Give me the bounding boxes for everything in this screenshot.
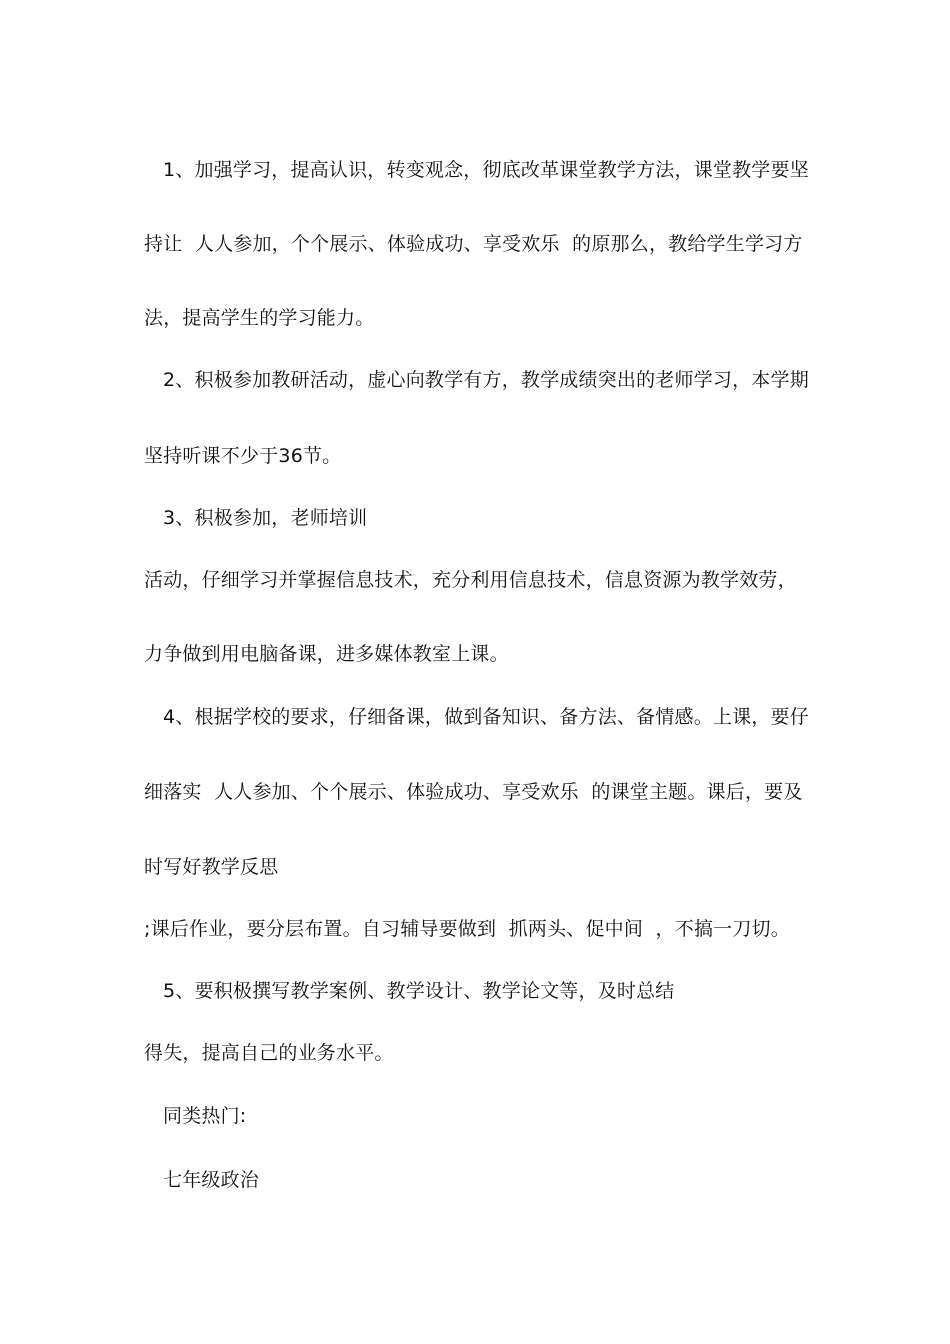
paragraph-line: 时写好教学反思 — [144, 856, 279, 878]
paragraph-line: 1、加强学习，提高认识，转变观念，彻底改革课堂教学方法，课堂教学要坚 — [163, 159, 809, 181]
paragraph-line: 4、根据学校的要求，仔细备课，做到备知识、备方法、备情感。上课，要仔 — [163, 706, 809, 728]
paragraph-line: 力争做到用电脑备课，进多媒体教室上课。 — [144, 643, 509, 665]
paragraph-line: 2、积极参加教研活动，虚心向教学有方，教学成绩突出的老师学习，本学期 — [163, 369, 809, 391]
paragraph-line: 坚持听课不少于36节。 — [144, 445, 342, 467]
paragraph-line: ;课后作业，要分层布置。自习辅导要做到 抓两头、促中间 ，不搞一刀切。 — [144, 918, 790, 940]
paragraph-line: 3、积极参加，老师培训 — [163, 507, 368, 529]
related-heading: 同类热门: — [163, 1105, 247, 1127]
paragraph-line: 细落实 人人参加、个个展示、体验成功、享受欢乐 的课堂主题。课后，要及 — [144, 781, 803, 803]
paragraph-line: 5、要积极撰写教学案例、教学设计、教学论文等，及时总结 — [163, 980, 675, 1002]
paragraph-line: 得失，提高自己的业务水平。 — [144, 1042, 394, 1064]
related-link[interactable]: 七年级政治 — [163, 1169, 260, 1191]
paragraph-line: 活动，仔细学习并掌握信息技术，充分利用信息技术，信息资源为教学效劳， — [144, 569, 797, 591]
paragraph-line: 持让 人人参加，个个展示、体验成功、享受欢乐 的原那么，教给学生学习方 — [144, 233, 803, 255]
paragraph-line: 法，提高学生的学习能力。 — [144, 307, 375, 329]
